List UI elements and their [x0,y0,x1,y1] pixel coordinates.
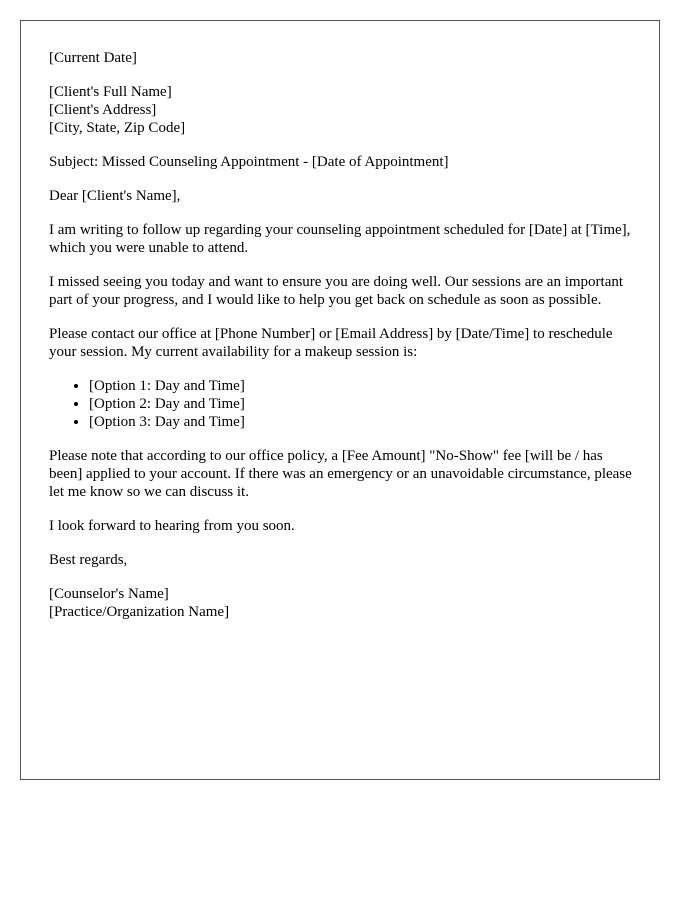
availability-option: • [Option 2: Day and Time] [89,395,639,413]
letter-frame [20,20,660,780]
paragraph-contact: Please contact our office at [Phone Number] or [Email Address] by [Date/Time] to reschedule your session. My current availability for a makeup session is: [49,326,613,360]
paragraph-closing: I look forward to hearing from you soon. [49,518,295,534]
availability-option: • [Option 3: Day and Time] [89,413,639,431]
letter-sign-off: Best regards, [49,552,128,568]
recipient-name: [Client's Full Name] [49,84,172,100]
availability-option: • [Option 1: Day and Time] [89,377,639,395]
letter-subject: Subject: Missed Counseling Appointment - [Date of Appointment] [49,154,449,170]
counselor-name: [Counselor's Name] [49,586,169,602]
recipient-city-state-zip: [City, State, Zip Code] [49,120,186,136]
paragraph-wellbeing: I missed seeing you today and want to ensure you are doing well. Our sessions are an important part of your progress, and I would like to help you get back on schedule as soon as possible. [49,274,624,308]
recipient-address: [Client's Address] [49,102,157,118]
letter-body [49,49,639,637]
recipient-block [49,83,639,137]
practice-name: [Practice/Organization Name] [49,604,230,620]
signature-block [49,585,639,621]
paragraph-follow-up: I am writing to follow up regarding your counseling appointment scheduled for [Date] at [Time], which you were unable to attend. [49,222,631,256]
availability-options-list [49,377,639,431]
paragraph-policy: Please note that according to our office policy, a [Fee Amount] "No-Show" fee [will be / has been] applied to your account. If there was an emergency or an unavoidable circumstance, please let me know so we can discuss it. [49,448,632,500]
letter-salutation: Dear [Client's Name], [49,188,181,204]
letter-date: [Current Date] [49,50,137,66]
